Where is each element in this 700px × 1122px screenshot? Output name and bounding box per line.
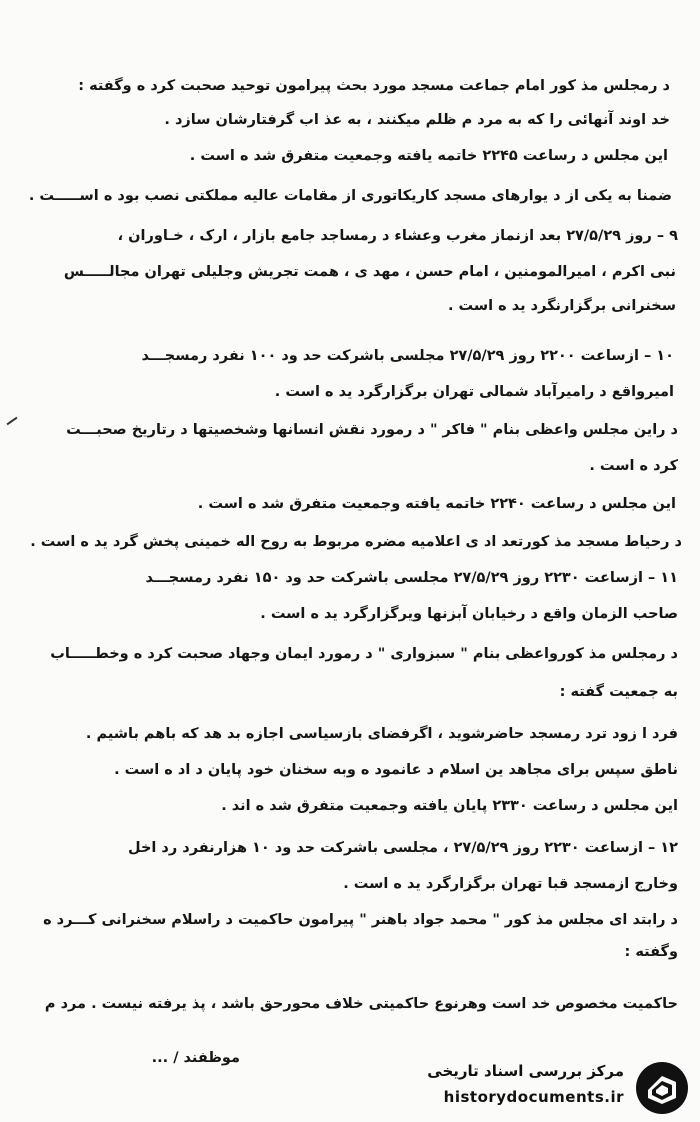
watermark xyxy=(410,1058,690,1116)
text-line: نبی اکرم ، امیرالمومنین ، امام حسن ، مهد ی ، همت تجریش وجلیلی تهران مجالـــــس xyxy=(63,264,676,280)
text-line: صاحب الزمان واقع د رخیابان آبزنها ویرگزارگرد ید ه است . xyxy=(260,606,678,622)
text-line: د رابتد ای مجلس مذ کور " محمد جواد باهنر " پیرامون حاکمیت د راسلام سخنرانی کـــرد ه xyxy=(43,912,678,928)
text-line: فرد ا زود ترد رمسجد حاضرشوید ، اگرفضای بازسیاسی اجازه بد هد که باهم باشیم . xyxy=(85,726,678,742)
text-line: این مجلس د رساعت ۲۳۳۰ پایان یافته وجمعیت متفرق شد ه اند . xyxy=(221,798,678,814)
text-line: امیرواقع د رامیرآباد شمالی تهران برگزارگرد ید ه است . xyxy=(274,384,674,400)
archive-logo-icon xyxy=(634,1060,690,1116)
text-line: خد اوند آنهائی را که به مرد م ظلم میکنند ، به عذ اب گرفتارشان سازد . xyxy=(164,112,670,128)
text-line: حاکمیت مخصوص خد است وهرنوع حاکمیتی خلاف محورحق باشد ، پذ یرفته نیست . مرد م xyxy=(44,996,678,1012)
text-line: ضمنا به یکی از د یوارهای مسجد کاریکاتوری از مقامات عالیه مملکتی نصب بود ه اســـــت . xyxy=(28,188,672,204)
text-line: د رحیاط مسجد مذ کورتعد اد ی اعلامیه مضره مربوط به روح اله خمینی پخش گرد ید ه است . xyxy=(30,534,682,550)
watermark-url: historydocuments.ir xyxy=(443,1088,624,1106)
text-line: د رمجلس مذ کور امام جماعت مسجد مورد بحث پیرامون توحید صحبت کرد ه وگفته : xyxy=(78,78,670,94)
text-line: ۱۰ – ازساعت ۲۲۰۰ روز ۲۷/۵/۲۹ مجلسی باشرکت حد ود ۱۰۰ نفرد رمسجـــد xyxy=(141,348,674,364)
text-line: وخارج ازمسجد قبا تهران برگزارگرد ید ه است . xyxy=(343,876,678,892)
text-line: موظفند / ... xyxy=(151,1050,240,1066)
text-line: وگفته : xyxy=(624,944,678,960)
text-line: د رمجلس مذ کورواعظی بنام " سبزواری " د رمورد ایمان وجهاد صحبت کرد ه وخطـــــاب xyxy=(50,646,678,662)
text-line: سخنرانی برگزارنگرد ید ه است . xyxy=(447,298,676,314)
text-line: این مجلس د رساعت ۲۲۴۵ خاتمه یافته وجمعیت متفرق شد ه است . xyxy=(189,148,668,164)
text-line: ۱۲ – ازساعت ۲۲۳۰ روز ۲۷/۵/۲۹ ، مجلسی باشرکت حد ود ۱۰ هزارنفرد رد اخل xyxy=(128,840,678,856)
text-line: این مجلس د رساعت ۲۲۴۰ خاتمه یافته وجمعیت متفرق شد ه است . xyxy=(197,496,676,512)
text-line: کرد ه است . xyxy=(589,458,678,474)
text-line: ۹ – روز ۲۷/۵/۲۹ بعد ازنماز مغرب وعشاء د رمساجد جامع بازار ، ارک ، خـاوران ، xyxy=(117,228,678,244)
text-line: به جمعیت گفته : xyxy=(559,684,678,700)
watermark-title: مرکز بررسی اسناد تاریخی xyxy=(427,1062,624,1080)
text-line: ۱۱ – ازساعت ۲۲۳۰ روز ۲۷/۵/۲۹ مجلسی باشرکت حد ود ۱۵۰ نفرد رمسجـــد xyxy=(145,570,678,586)
text-line: ناطق سپس برای مجاهد ین اسلام د عانمود ه وبه سخنان خود پایان د اد ه است . xyxy=(114,762,678,778)
margin-mark xyxy=(7,417,18,426)
text-line: د راین مجلس واعظی بنام " فاکر " د رمورد نقش انسانها وشخصیتها د رتاریخ صحبـــت xyxy=(66,422,678,438)
